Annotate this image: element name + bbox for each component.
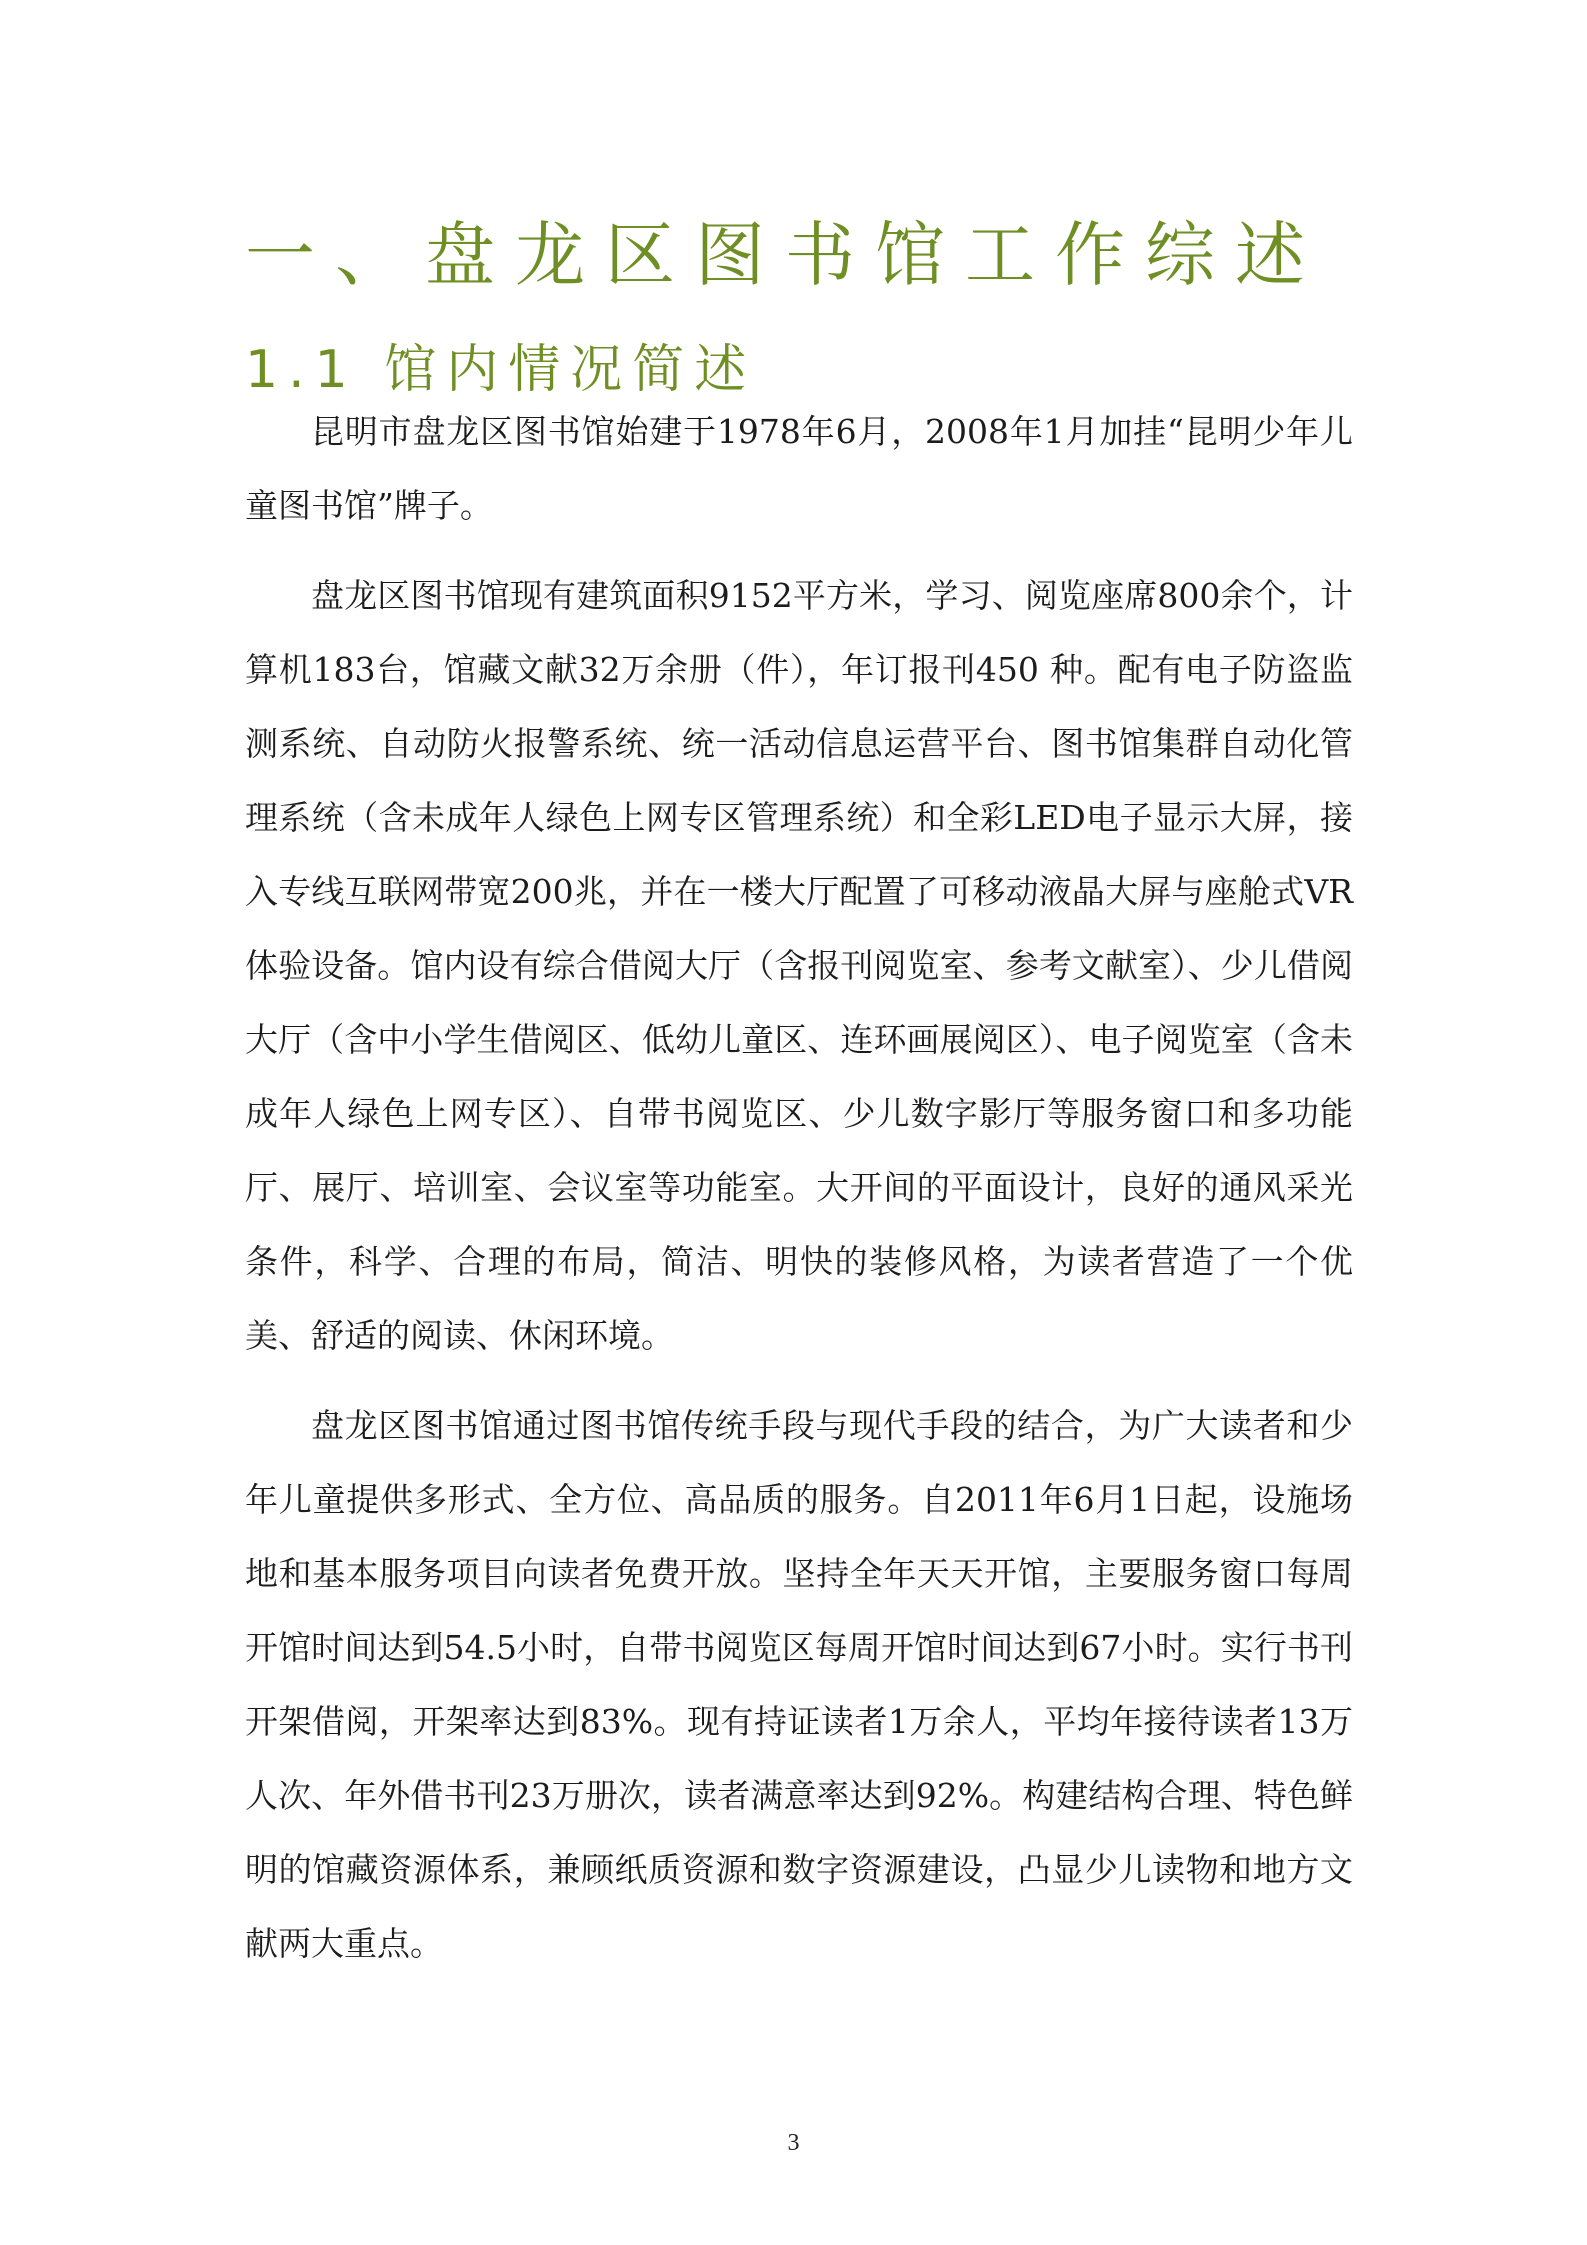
paragraph: 昆明市盘龙区图书馆始建于1978年6月，2008年1月加挂“昆明少年儿童图书馆”牌子。 (245, 412, 1353, 525)
section-title: 1.1 馆内情况简述 (245, 340, 757, 400)
paragraph: 盘龙区图书馆通过图书馆传统手段与现代手段的结合，为广大读者和少年儿童提供多形式、全方位、高品质的服务。自2011年6月1日起，设施场地和基本服务项目向读者免费开放。坚持全年天天开馆，主要服务窗口每周开馆时间达到54.5小时，自带书阅览区每周开馆时间达到67小时。实行书刊开架借阅，开架率达到83%。现有持证读者1万余人，平均年接待读者13万人次、年外借书刊23万册次，读者满意率达到92%。构建结构合理、特色鲜明的馆藏资源体系，兼顾纸质资源和数字资源建设，凸显少儿读物和地方文献两大重点。 (245, 1406, 1353, 1963)
paragraph: 盘龙区图书馆现有建筑面积9152平方米，学习、阅览座席800余个，计算机183台，馆藏文献32万余册（件），年订报刊450 种。配有电子防盗监测系统、自动防火报警系统、统一活动信息运营平台、图书馆集群自动化管理系统（含未成年人绿色上网专区管理系统）和全彩LED电子显示大屏，接入专线互联网带宽200兆，并在一楼大厅配置了可移动液晶大屏与座舱式VR体验设备。馆内设有综合借阅大厅（含报刊阅览室、参考文献室）、少儿借阅大厅（含中小学生借阅区、低幼儿童区、连环画展阅区）、电子阅览室（含未成年人绿色上网专区）、自带书阅览区、少儿数字影厅等服务窗口和多功能厅、展厅、培训室、会议室等功能室。大开间的平面设计，良好的通风采光条件，科学、合理的布局，简洁、明快的装修风格，为读者营造了一个优美、舒适的阅读、休闲环境。 (245, 576, 1353, 1355)
body-text (245, 395, 1353, 1981)
chapter-title: 一、盘龙区图书馆工作综述 (245, 214, 1325, 296)
page-number: 3 (787, 2130, 800, 2156)
